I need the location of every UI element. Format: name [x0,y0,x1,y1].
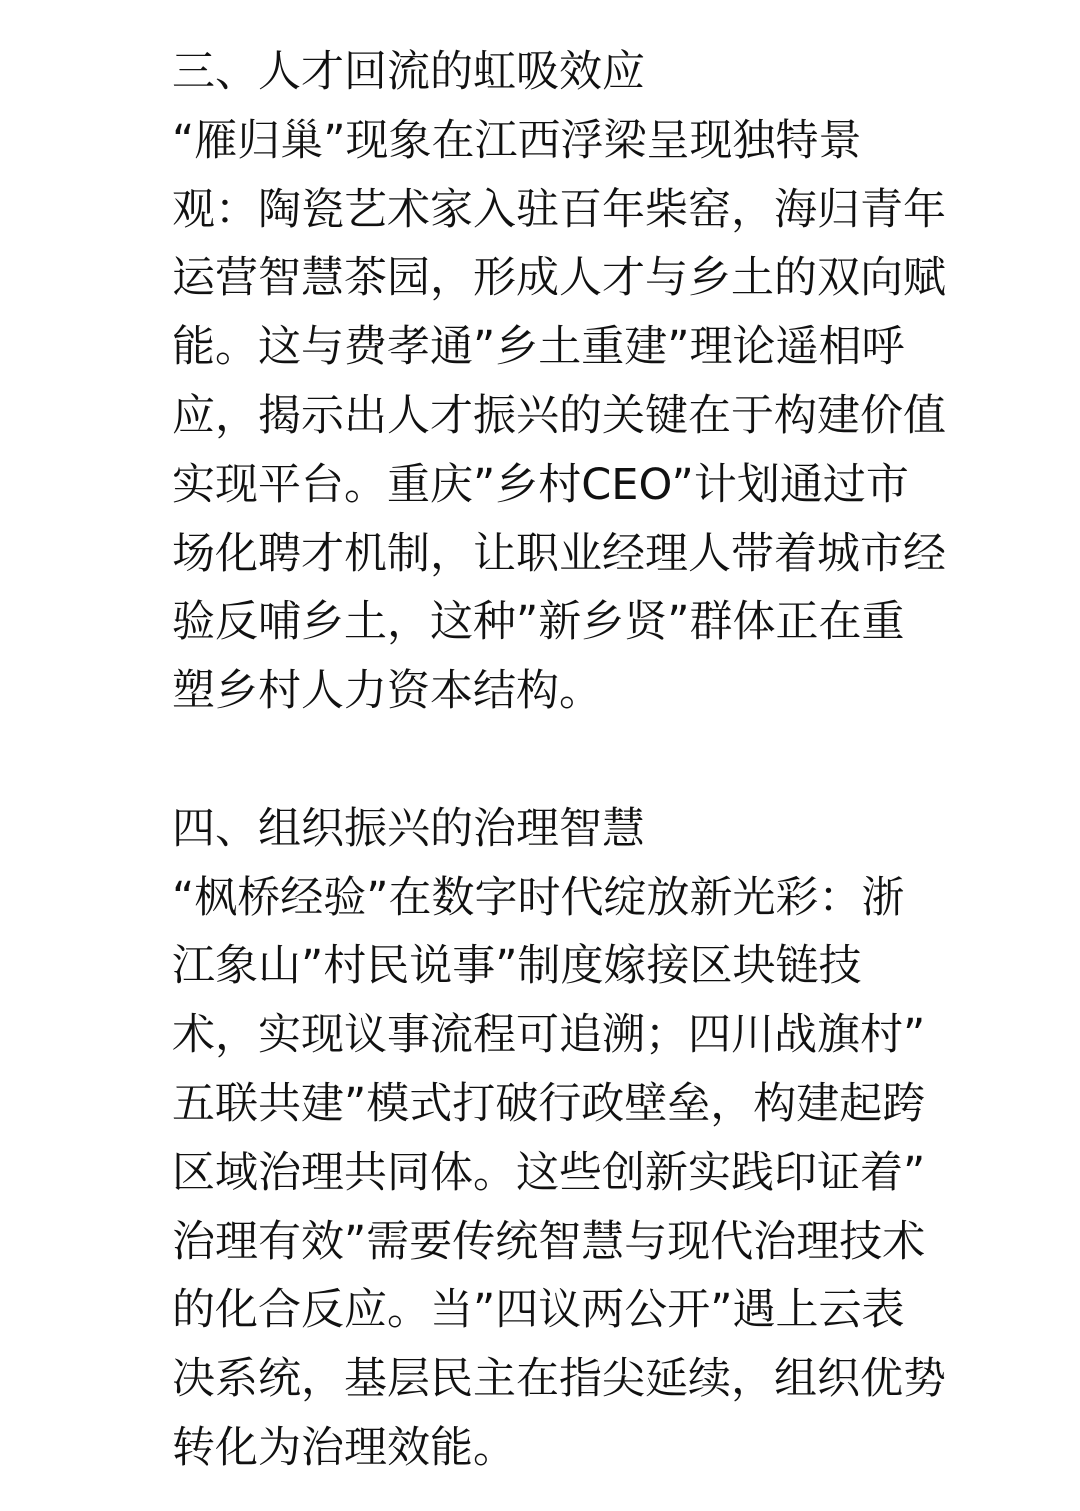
paragraph-line: 观：陶瓷艺术家入驻百年柴窑，海归青年 [172,184,946,235]
section-talent [172,38,1042,726]
paragraph-line: 验反哺乡土，这种”新乡贤”群体正在重 [172,597,905,648]
article-body [172,38,1042,1483]
paragraph-line: 场化聘才机制，让职业经理人带着城市经 [172,528,946,579]
section-organization [172,795,1042,1483]
paragraph-line: 实现平台。重庆”乡村CEO”计划通过市 [172,459,909,510]
section-heading: 四、组织振兴的治理智慧 [172,803,645,854]
section-heading: 三、人才回流的虹吸效应 [172,47,645,97]
paragraph-line: 决系统，基层民主在指尖延续，组织优势 [172,1354,946,1405]
paragraph-line: 能。这与费孝通”乡土重建”理论遥相呼 [172,322,905,373]
paragraph-line: 的化合反应。当”四议两公开”遇上云表 [172,1285,905,1336]
paragraph-line: 江象山”村民说事”制度嫁接区块链技 [172,941,862,992]
paragraph-line: 塑乡村人力资本结构。 [172,666,602,717]
paragraph-line: 应，揭示出人才振兴的关键在于构建价值 [172,390,946,441]
paragraph-line: 转化为治理效能。 [172,1422,516,1473]
section-spacer [172,726,1042,795]
paragraph-line: 五联共建”模式打破行政壁垒，构建起跨 [172,1078,926,1129]
paragraph-line: 治理有效”需要传统智慧与现代治理技术 [172,1216,926,1267]
paragraph-line: 区域治理共同体。这些创新实践印证着” [172,1147,926,1198]
paragraph-line: 运营智慧茶园，形成人才与乡土的双向赋 [172,253,946,304]
paragraph-line: “枫桥经验”在数字时代绽放新光彩：浙 [172,872,905,923]
paragraph-line: 术，实现议事流程可追溯；四川战旗村” [172,1010,926,1061]
paragraph-line: “雁归巢”现象在江西浮梁呈现独特景 [172,115,862,166]
